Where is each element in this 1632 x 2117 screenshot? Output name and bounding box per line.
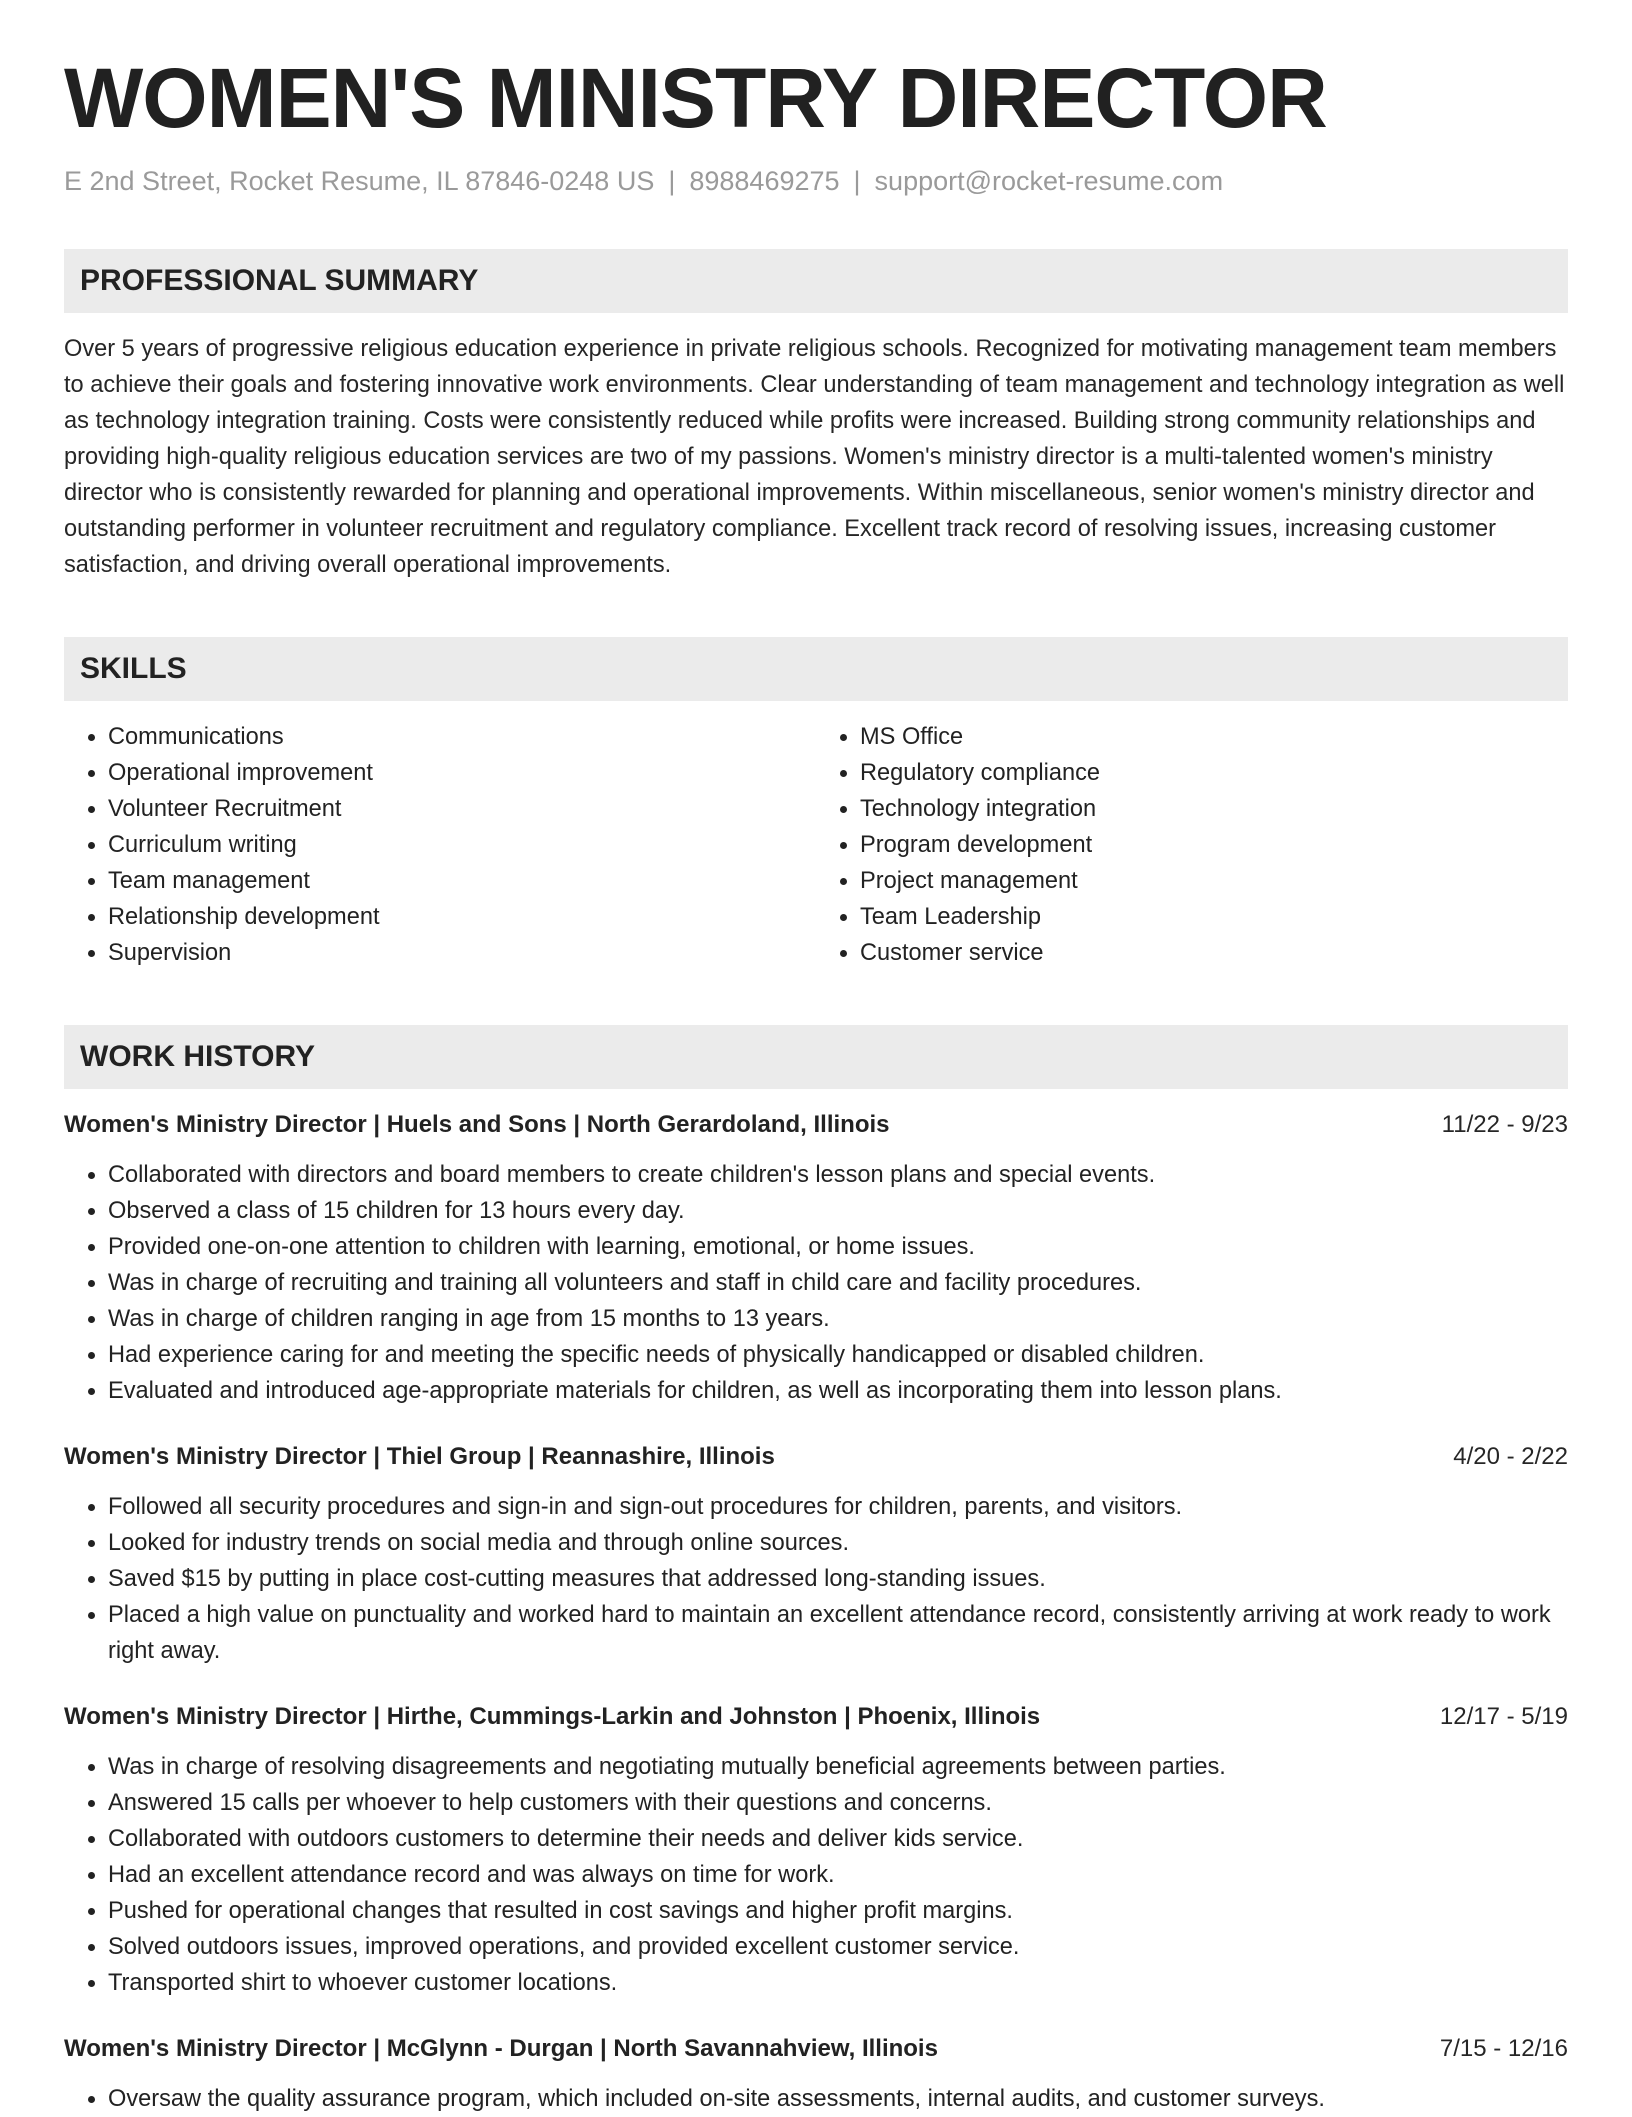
job-bullet: • Answered 15 calls per whoever to help customers with their questions and concerns. — [108, 1785, 1568, 1821]
job-bullet: • Was in charge of children ranging in age from 15 months to 13 years. — [108, 1301, 1568, 1337]
job-bullet: • Looked for industry trends on social media and through online sources. — [108, 1525, 1568, 1561]
section-header-work-history: WORK HISTORY — [64, 1025, 1568, 1089]
skill-item: • Technology integration — [860, 791, 1568, 827]
job-title: Women's Ministry Director | Thiel Group | Reannashire, Illinois — [64, 1443, 775, 1471]
skill-item: • Relationship development — [108, 899, 816, 935]
skill-item: • Regulatory compliance — [860, 755, 1568, 791]
summary-text: Over 5 years of progressive religious education experience in private religious schools. Recognized for motivating management team members to achieve their goals and fostering innovative work environments. Clear understanding of team management and technology integration as well as technology integration training. Costs were consistently reduced while profits were increased. Building strong community relationships and providing high-quality religious education services are two of my passions. Women's ministry director is a multi-talented women's ministry director who is consistently rewarded for planning and operational improvements. Within miscellaneous, senior women's ministry director and outstanding performer in volunteer recruitment and regulatory compliance. Excellent track record of resolving issues, increasing customer satisfaction, and driving overall operational improvements. — [64, 336, 1565, 579]
job-header — [64, 1439, 1568, 1475]
job-bullet: • Collaborated with outdoors customers to determine their needs and deliver kids service. — [108, 1821, 1568, 1857]
job-header — [64, 2031, 1568, 2067]
skill-item: • Operational improvement — [108, 755, 816, 791]
job-bullet: • Collaborated with directors and board members to create children's lesson plans and special events. — [108, 1157, 1568, 1193]
job-dates: 4/20 - 2/22 — [1453, 1443, 1568, 1471]
skill-item: • Customer service — [860, 935, 1568, 971]
skill-item: • Team Leadership — [860, 899, 1568, 935]
job-header — [64, 1699, 1568, 1735]
section-header-skills: SKILLS — [64, 637, 1568, 701]
job-dates: 11/22 - 9/23 — [1441, 1111, 1568, 1139]
job-bullet: • Solved outdoors issues, improved operations, and provided excellent customer service. — [108, 1929, 1568, 1965]
section-header-summary: PROFESSIONAL SUMMARY — [64, 249, 1568, 313]
job-bullet: • Followed all security procedures and sign-in and sign-out procedures for children, parents, and visitors. — [108, 1489, 1568, 1525]
skill-item: • Volunteer Recruitment — [108, 791, 816, 827]
job-bullet: • Was in charge of resolving disagreements and negotiating mutually beneficial agreements between parties. — [108, 1749, 1568, 1785]
job-bullets — [64, 1749, 1568, 2001]
contact-separator: | — [853, 166, 861, 197]
job-bullet: • Pushed for operational changes that resulted in cost savings and higher profit margins. — [108, 1893, 1568, 1929]
contact-line — [64, 164, 1568, 199]
resume-name: WOMEN'S MINISTRY DIRECTOR — [64, 51, 1327, 145]
job-bullet: • Oversaw the quality assurance program, which included on-site assessments, internal audits, and customer surveys. — [108, 2081, 1568, 2117]
job-bullet: • Transported shirt to whoever customer locations. — [108, 1965, 1568, 2001]
job-dates: 12/17 - 5/19 — [1439, 1703, 1568, 1731]
job-entry — [64, 2031, 1568, 2117]
job-bullets — [64, 1157, 1568, 1409]
job-bullet: • Evaluated and introduced age-appropriate materials for children, as well as incorporating them into lesson plans. — [108, 1373, 1568, 1409]
job-entry — [64, 1107, 1568, 1409]
skill-item: • Project management — [860, 863, 1568, 899]
job-entry — [64, 1699, 1568, 2001]
skill-item: • MS Office — [860, 719, 1568, 755]
job-bullet: • Was in charge of recruiting and training all volunteers and staff in child care and facility procedures. — [108, 1265, 1568, 1301]
skills-column-right — [816, 719, 1568, 971]
job-bullet: • Saved $15 by putting in place cost-cutting measures that addressed long-standing issues. — [108, 1561, 1568, 1597]
skill-item: • Program development — [860, 827, 1568, 863]
skill-item: • Supervision — [108, 935, 816, 971]
job-bullet: • Had an excellent attendance record and was always on time for work. — [108, 1857, 1568, 1893]
contact-email: support@rocket-resume.com — [874, 166, 1224, 197]
contact-separator: | — [668, 166, 676, 197]
job-title: Women's Ministry Director | Hirthe, Cummings-Larkin and Johnston | Phoenix, Illinois — [64, 1703, 1041, 1731]
contact-address: E 2nd Street, Rocket Resume, IL 87846-0248 US — [64, 166, 655, 197]
skills-column-left — [64, 719, 816, 971]
skill-item: • Team management — [108, 863, 816, 899]
job-header — [64, 1107, 1568, 1143]
job-entry — [64, 1439, 1568, 1669]
job-title: Women's Ministry Director | McGlynn - Durgan | North Savannahview, Illinois — [64, 2035, 938, 2063]
skills-list — [64, 719, 1568, 971]
job-bullets — [64, 1489, 1568, 1669]
skill-item: • Curriculum writing — [108, 827, 816, 863]
job-bullet: • Had experience caring for and meeting the specific needs of physically handicapped or disabled children. — [108, 1337, 1568, 1373]
job-bullet: • Observed a class of 15 children for 13 hours every day. — [108, 1193, 1568, 1229]
contact-phone: 8988469275 — [689, 166, 840, 197]
job-bullet: • Placed a high value on punctuality and worked hard to maintain an excellent attendance record, consistently arriving at work ready to work right away. — [108, 1597, 1568, 1669]
job-title: Women's Ministry Director | Huels and Sons | North Gerardoland, Illinois — [64, 1111, 890, 1139]
skill-item: • Communications — [108, 719, 816, 755]
job-dates: 7/15 - 12/16 — [1439, 2035, 1568, 2063]
job-bullet: • Provided one-on-one attention to children with learning, emotional, or home issues. — [108, 1229, 1568, 1265]
